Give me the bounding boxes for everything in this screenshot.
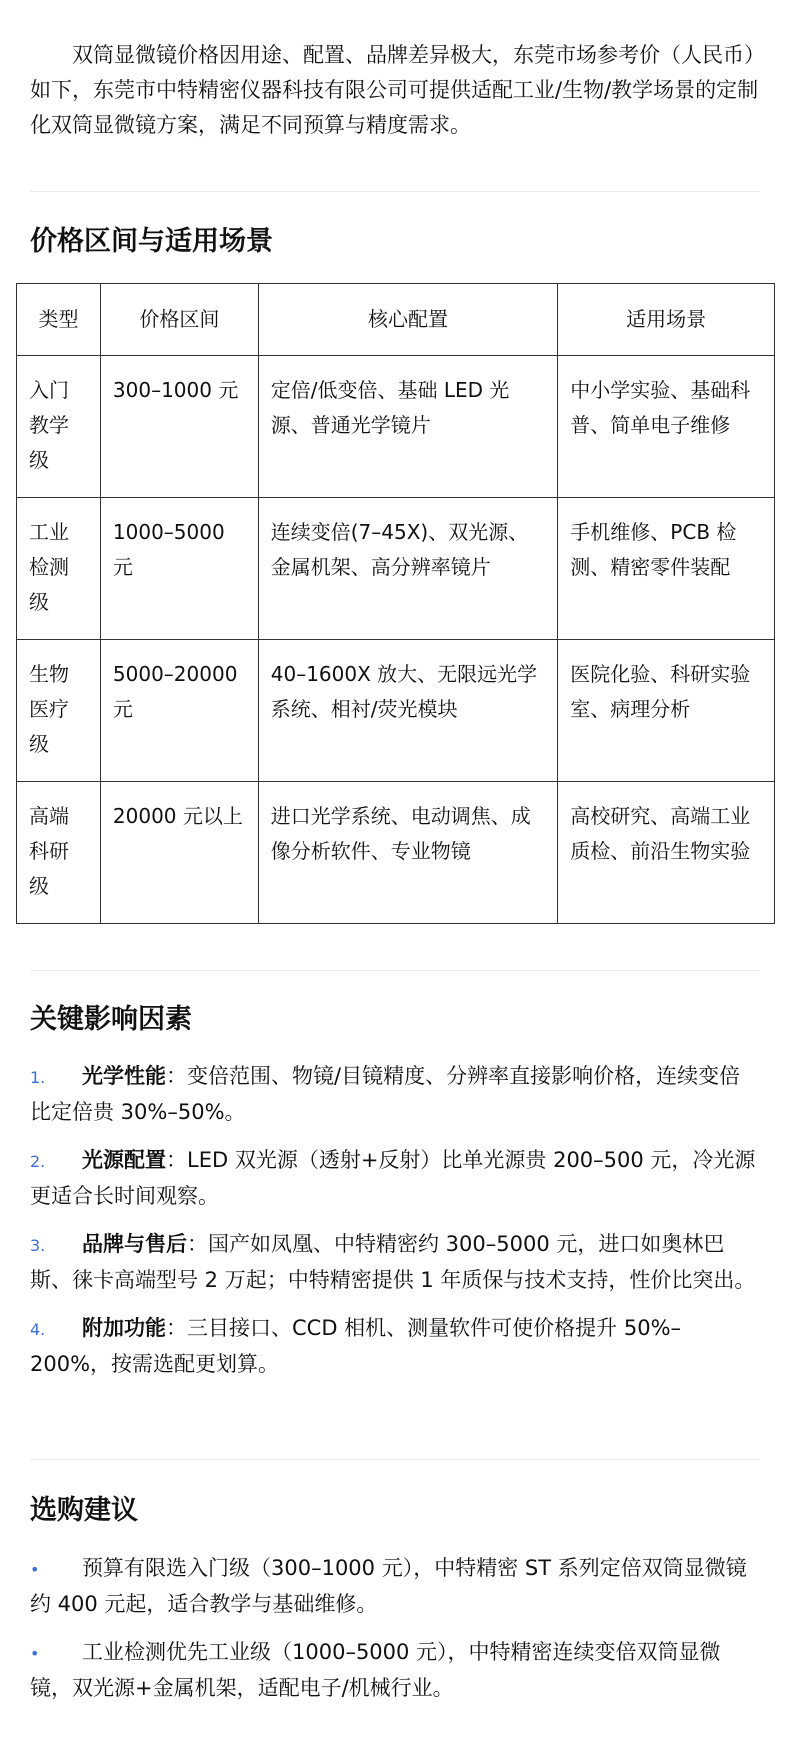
table-header-row bbox=[17, 284, 775, 356]
intro-paragraph: 双筒显微镜价格因用途、配置、品牌差异极大，东莞市场参考价（人民币）如下，东莞市中特精密仪器科技有限公司可提供适配工业/生物/教学场景的定制化双筒显微镜方案，满足不同预算与精度需求。 bbox=[30, 43, 759, 137]
table-cell-config: 连续变倍(7–45X)、双光源、金属机架、高分辨率镜片 bbox=[258, 498, 558, 640]
table-cell-price: 5000–20000 元 bbox=[100, 640, 258, 782]
list-item-lead: 附加功能 bbox=[82, 1316, 166, 1340]
bullet-icon: • bbox=[30, 1644, 40, 1663]
table-cell-type: 工业检测级 bbox=[17, 498, 101, 640]
table-header-cell: 价格区间 bbox=[100, 284, 258, 356]
section-title-buying-advice: 选购建议 bbox=[30, 1495, 138, 1526]
list-number: 3. bbox=[30, 1236, 46, 1255]
table-row bbox=[17, 640, 775, 782]
key-factors-list bbox=[30, 1059, 760, 1395]
table-cell-scenario: 手机维修、PCB 检测、精密零件装配 bbox=[558, 498, 775, 640]
table-row bbox=[17, 498, 775, 640]
list-item bbox=[30, 1227, 760, 1298]
list-item-lead: 光学性能 bbox=[82, 1064, 166, 1088]
list-item-text: ：LED 双光源（透射+反射）比单光源贵 200–500 元，冷光源更适合长时间观察。 bbox=[30, 1148, 756, 1208]
list-item bbox=[30, 1551, 760, 1622]
list-item-text: ：变倍范围、物镜/目镜精度、分辨率直接影响价格，连续变倍比定倍贵 30%–50%。 bbox=[30, 1064, 741, 1124]
price-table bbox=[16, 283, 775, 924]
table-header-cell: 类型 bbox=[17, 284, 101, 356]
list-number: 4. bbox=[30, 1320, 46, 1339]
list-item-text: ：国产如凤凰、中特精密约 300–5000 元，进口如奥林巴斯、徕卡高端型号 2 万起；中特精密提供 1 年质保与技术支持，性价比突出。 bbox=[30, 1232, 756, 1292]
table-cell-scenario: 中小学实验、基础科普、简单电子维修 bbox=[558, 356, 775, 498]
list-item-text: 预算有限选入门级（300–1000 元），中特精密 ST 系列定倍双筒显微镜约 400 元起，适合教学与基础维修。 bbox=[30, 1556, 747, 1616]
section-title-price-range: 价格区间与适用场景 bbox=[30, 226, 273, 257]
section-divider bbox=[30, 1459, 760, 1460]
table-cell-type: 入门教学级 bbox=[17, 356, 101, 498]
list-item bbox=[30, 1059, 760, 1130]
list-item-lead: 光源配置 bbox=[82, 1148, 166, 1172]
list-item-text: ：三目接口、CCD 相机、测量软件可使价格提升 50%–200%，按需选配更划算。 bbox=[30, 1316, 682, 1376]
list-item bbox=[30, 1635, 760, 1706]
list-item bbox=[30, 1311, 760, 1382]
section-divider bbox=[30, 191, 760, 192]
table-cell-price: 300–1000 元 bbox=[100, 356, 258, 498]
buying-advice-list bbox=[30, 1551, 760, 1719]
table-cell-price: 20000 元以上 bbox=[100, 782, 258, 924]
table-cell-config: 定倍/低变倍、基础 LED 光源、普通光学镜片 bbox=[258, 356, 558, 498]
table-cell-type: 生物医疗级 bbox=[17, 640, 101, 782]
table-header-cell: 适用场景 bbox=[558, 284, 775, 356]
list-item-lead: 品牌与售后 bbox=[82, 1232, 187, 1256]
list-item-text: 工业检测优先工业级（1000–5000 元），中特精密连续变倍双筒显微镜，双光源+金属机架，适配电子/机械行业。 bbox=[30, 1640, 721, 1700]
section-divider bbox=[30, 970, 760, 971]
table-row bbox=[17, 782, 775, 924]
table-cell-type: 高端科研级 bbox=[17, 782, 101, 924]
list-number: 2. bbox=[30, 1152, 46, 1171]
table-cell-config: 40–1600X 放大、无限远光学系统、相衬/荧光模块 bbox=[258, 640, 558, 782]
table-row bbox=[17, 356, 775, 498]
list-number: 1. bbox=[30, 1068, 46, 1087]
list-item bbox=[30, 1143, 760, 1214]
table-cell-config: 进口光学系统、电动调焦、成像分析软件、专业物镜 bbox=[258, 782, 558, 924]
table-cell-scenario: 医院化验、科研实验室、病理分析 bbox=[558, 640, 775, 782]
table-header-cell: 核心配置 bbox=[258, 284, 558, 356]
table-cell-price: 1000–5000 元 bbox=[100, 498, 258, 640]
table-cell-scenario: 高校研究、高端工业质检、前沿生物实验 bbox=[558, 782, 775, 924]
section-title-key-factors: 关键影响因素 bbox=[30, 1004, 192, 1035]
bullet-icon: • bbox=[30, 1560, 40, 1579]
